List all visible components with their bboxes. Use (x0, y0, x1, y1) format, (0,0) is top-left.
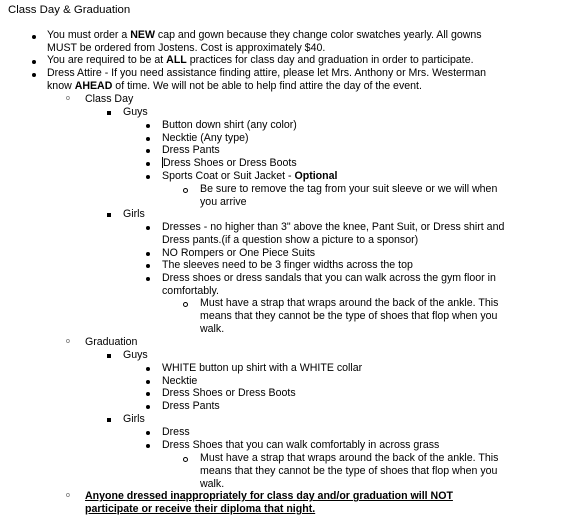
list-item-continuation: comfortably. (162, 285, 219, 297)
list-item-continuation: you arrive (200, 196, 247, 208)
text: of time. We will not be able to help find attire the day of the event. (112, 80, 422, 92)
circle-bullet-icon: o (66, 95, 70, 102)
list-item: Dress Pants (162, 400, 220, 412)
bullet-icon (146, 380, 150, 384)
intro-bullet-cap-gown (47, 29, 482, 42)
emphasis: Optional (294, 170, 338, 182)
bullet-icon (146, 264, 150, 268)
text: cap and gown because they change color swatches yearly. All gowns (154, 29, 482, 41)
circle-bullet-icon: o (66, 338, 70, 345)
list-item: Dress Shoes that you can walk comfortably in across grass (162, 439, 440, 451)
bullet-icon (146, 137, 150, 141)
intro-bullet-practices (47, 54, 474, 67)
list-item-continuation: walk. (200, 323, 225, 335)
list-item: Button down shirt (any color) (162, 119, 297, 131)
list-item: Dress (162, 426, 190, 438)
bullet-icon (32, 35, 36, 39)
class-day-girls-heading: Girls (123, 208, 145, 220)
text: You are required to be at (47, 54, 167, 66)
square-bullet-icon (107, 111, 111, 115)
list-item-continuation: walk. (200, 478, 225, 490)
circle-bullet-icon (183, 457, 188, 462)
list-item: Dress Shoes or Dress Boots (163, 157, 297, 169)
bullet-icon (146, 226, 150, 230)
bullet-icon (146, 392, 150, 396)
list-item: Must have a strap that wraps around the back of the ankle. This (200, 297, 499, 309)
list-item: The sleeves need to be 3 finger widths across the top (162, 259, 413, 271)
list-item: Dress Pants (162, 144, 220, 156)
warning-text-line2 (85, 503, 315, 516)
list-item: Dress Shoes or Dress Boots (162, 387, 296, 399)
warning-line-2: participate or receive their diploma that night. (85, 503, 316, 515)
warning-line-1: Anyone dressed inappropriately for class day and/or graduation will NOT (85, 490, 453, 502)
bullet-icon (146, 405, 150, 409)
bullet-icon (146, 444, 150, 448)
list-item: NO Rompers or One Piece Suits (162, 247, 316, 259)
graduation-guys-heading: Guys (123, 349, 148, 361)
list-item: WHITE button up shirt with a WHITE collar (162, 362, 363, 374)
bullet-icon (146, 367, 150, 371)
square-bullet-icon (107, 354, 111, 358)
graduation-girls-heading: Girls (123, 413, 145, 425)
section-graduation: Graduation (85, 336, 138, 348)
list-item: Dress shoes or dress sandals that you can walk across the gym floor in (162, 272, 496, 284)
bullet-icon (146, 252, 150, 256)
circle-bullet-icon (183, 188, 188, 193)
list-item: Necktie (162, 375, 198, 387)
bullet-icon (146, 175, 150, 179)
list-item: Be sure to remove the tag from your suit sleeve or we will when (200, 183, 498, 195)
text: Sports Coat or Suit Jacket - (162, 170, 295, 182)
list-item-continuation: means that they cannot be the type of shoes that flop when you (200, 465, 498, 477)
bullet-icon (146, 149, 150, 153)
circle-bullet-icon (183, 302, 188, 307)
list-item (162, 170, 337, 183)
text: You must order a (47, 29, 131, 41)
bullet-icon (146, 431, 150, 435)
intro-bullet-cap-gown-line2: MUST be ordered from Jostens. Cost is approximately $40. (47, 42, 326, 54)
bullet-icon (32, 73, 36, 77)
circle-bullet-icon: o (66, 492, 70, 499)
section-class-day: Class Day (85, 93, 134, 105)
list-item-continuation: Dress pants.(if a question show a picture to a sponsor) (162, 234, 419, 246)
intro-bullet-attire: Dress Attire - If you need assistance finding attire, please let Mrs. Anthony or Mrs. Westerman (47, 67, 487, 79)
bullet-icon (146, 124, 150, 128)
list-item: Must have a strap that wraps around the back of the ankle. This (200, 452, 499, 464)
list-item: Dresses - no higher than 3" above the knee, Pant Suit, or Dress shirt and (162, 221, 505, 233)
bullet-icon (146, 162, 150, 166)
list-item: Necktie (Any type) (162, 132, 249, 144)
emphasis: ALL (166, 54, 187, 66)
square-bullet-icon (107, 418, 111, 422)
text: know (47, 80, 75, 92)
bullet-icon (146, 277, 150, 281)
bullet-icon (32, 60, 36, 64)
text: practices for class day and graduation in order to participate. (186, 54, 474, 66)
warning-text (85, 490, 453, 503)
emphasis: AHEAD (74, 80, 113, 92)
intro-bullet-attire-line2 (47, 80, 422, 93)
document-title: Class Day & Graduation (8, 4, 131, 16)
class-day-guys-heading: Guys (123, 106, 148, 118)
square-bullet-icon (107, 213, 111, 217)
emphasis: NEW (130, 29, 155, 41)
list-item-continuation: means that they cannot be the type of shoes that flop when you (200, 310, 498, 322)
